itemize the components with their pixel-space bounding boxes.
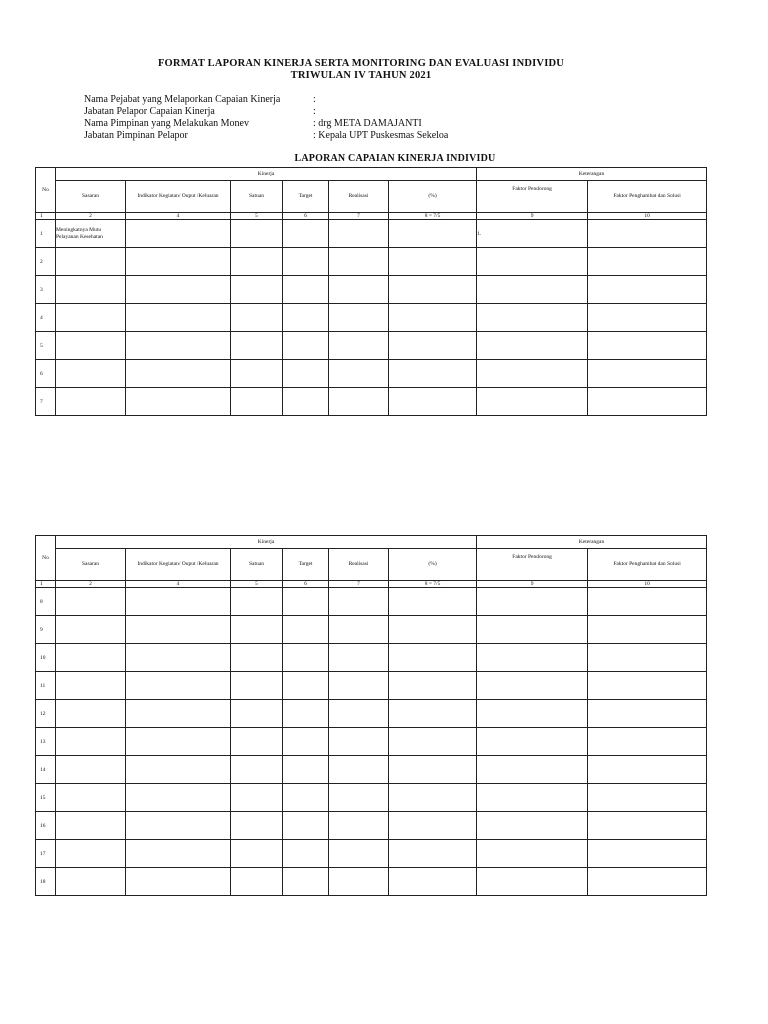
table-cell <box>588 220 707 248</box>
table-cell <box>231 360 283 388</box>
table-cell <box>126 248 231 276</box>
cell-faktor-pendorong <box>477 588 588 616</box>
cell-sasaran <box>56 700 126 728</box>
table-cell <box>329 220 389 248</box>
table-cell <box>231 588 283 616</box>
col-header-sasaran: Sasaran <box>56 181 126 213</box>
table-cell <box>283 840 329 868</box>
table-cell <box>389 220 477 248</box>
cell-faktor-pendorong <box>477 784 588 812</box>
table-cell <box>588 360 707 388</box>
table-cell <box>389 700 477 728</box>
info-label: Jabatan Pimpinan Pelapor <box>84 130 188 141</box>
col-number: 4 <box>126 581 231 588</box>
row-number: 5 <box>36 332 56 360</box>
table-cell <box>588 812 707 840</box>
row-number: 4 <box>36 304 56 332</box>
table-cell <box>231 728 283 756</box>
table-cell <box>283 616 329 644</box>
table-cell <box>389 672 477 700</box>
cell-sasaran <box>56 644 126 672</box>
cell-faktor-pendorong <box>477 644 588 672</box>
info-value: : <box>313 106 316 117</box>
table-cell <box>283 276 329 304</box>
table-cell <box>231 812 283 840</box>
table-cell <box>231 388 283 416</box>
cell-sasaran <box>56 616 126 644</box>
table-cell <box>329 332 389 360</box>
table-cell <box>231 304 283 332</box>
col-number: 9 <box>477 581 588 588</box>
table-cell <box>126 840 231 868</box>
table-cell <box>283 784 329 812</box>
table-cell <box>283 812 329 840</box>
table-cell <box>126 700 231 728</box>
table-cell <box>588 868 707 896</box>
table-cell <box>588 248 707 276</box>
table-cell <box>389 784 477 812</box>
table-cell <box>231 784 283 812</box>
table-row <box>36 276 707 304</box>
table-cell <box>283 588 329 616</box>
table-cell <box>126 588 231 616</box>
table-cell <box>389 644 477 672</box>
cell-sasaran <box>56 868 126 896</box>
info-value: : <box>313 94 316 105</box>
group-header-kinerja: Kinerja <box>56 536 477 549</box>
row-number: 6 <box>36 360 56 388</box>
table-cell <box>329 812 389 840</box>
table-cell <box>588 700 707 728</box>
col-number: 2 <box>56 213 126 220</box>
info-block <box>84 94 544 142</box>
cell-sasaran <box>56 388 126 416</box>
cell-faktor-pendorong <box>477 728 588 756</box>
row-number: 1 <box>36 220 56 248</box>
table-cell <box>329 276 389 304</box>
info-value: : Kepala UPT Puskesmas Sekeloa <box>313 130 449 141</box>
table-cell <box>126 332 231 360</box>
cell-faktor-pendorong <box>477 304 588 332</box>
row-number: 2 <box>36 248 56 276</box>
table-cell <box>126 728 231 756</box>
cell-sasaran <box>56 784 126 812</box>
table-cell <box>231 276 283 304</box>
table-cell <box>329 672 389 700</box>
report-title: FORMAT LAPORAN KINERJA SERTA MONITORING DAN EVALUASI INDIVIDU <box>157 58 565 69</box>
cell-faktor-pendorong <box>477 388 588 416</box>
row-number: 8 <box>36 588 56 616</box>
table-cell <box>329 304 389 332</box>
table-row <box>36 784 707 812</box>
cell-faktor-pendorong <box>477 868 588 896</box>
table-row <box>36 220 707 248</box>
col-number: 7 <box>329 581 389 588</box>
table-cell <box>389 332 477 360</box>
col-header-penghambat: Faktor Penghambat dan Solusi <box>588 181 707 213</box>
table-row <box>36 360 707 388</box>
table-cell <box>283 868 329 896</box>
table-cell <box>231 332 283 360</box>
row-number: 7 <box>36 388 56 416</box>
table-cell <box>588 728 707 756</box>
cell-sasaran <box>56 756 126 784</box>
info-row-pejabat <box>84 94 544 106</box>
table-cell <box>126 304 231 332</box>
table-cell <box>588 756 707 784</box>
table-row <box>36 840 707 868</box>
column-number-row <box>36 213 707 220</box>
table-cell <box>126 868 231 896</box>
table-cell <box>588 644 707 672</box>
col-number: 1 <box>36 213 56 220</box>
row-number: 11 <box>36 672 56 700</box>
table-cell <box>389 276 477 304</box>
table-cell <box>126 784 231 812</box>
col-header-penghambat: Faktor Penghambat dan Solusi <box>588 549 707 581</box>
cell-faktor-pendorong <box>477 672 588 700</box>
table-row <box>36 388 707 416</box>
col-number: 8 = 7/5 <box>389 213 477 220</box>
col-header-satuan: Satuan <box>231 181 283 213</box>
group-header-keterangan: Keterangan <box>477 168 707 181</box>
info-row-jabatan <box>84 106 544 118</box>
col-number: 4 <box>126 213 231 220</box>
table-cell <box>588 332 707 360</box>
col-number: 5 <box>231 581 283 588</box>
table-row <box>36 728 707 756</box>
table-cell <box>283 388 329 416</box>
cell-sasaran: Meningkatnya Mutu Pelayanan Kesehatan <box>56 220 126 248</box>
table-cell <box>389 588 477 616</box>
table-cell <box>329 756 389 784</box>
col-number: 2 <box>56 581 126 588</box>
col-number: 6 <box>283 213 329 220</box>
table-cell <box>588 588 707 616</box>
cell-faktor-pendorong <box>477 248 588 276</box>
row-number: 13 <box>36 728 56 756</box>
table-cell <box>283 248 329 276</box>
row-number: 3 <box>36 276 56 304</box>
cell-sasaran <box>56 332 126 360</box>
row-number: 10 <box>36 644 56 672</box>
col-header-target: Target <box>283 549 329 581</box>
cell-faktor-pendorong <box>477 700 588 728</box>
row-number: 15 <box>36 784 56 812</box>
table-row <box>36 644 707 672</box>
table-cell <box>389 248 477 276</box>
cell-sasaran <box>56 728 126 756</box>
table-cell <box>329 700 389 728</box>
table-cell <box>126 672 231 700</box>
cell-faktor-pendorong <box>477 616 588 644</box>
table-cell <box>389 304 477 332</box>
table-cell <box>231 248 283 276</box>
cell-faktor-pendorong: 1. <box>477 220 588 248</box>
table-cell <box>588 388 707 416</box>
cell-sasaran <box>56 588 126 616</box>
table-cell <box>588 784 707 812</box>
table-row <box>36 756 707 784</box>
table-cell <box>126 220 231 248</box>
col-number: 7 <box>329 213 389 220</box>
col-number: 6 <box>283 581 329 588</box>
cell-faktor-pendorong <box>477 812 588 840</box>
table-row <box>36 304 707 332</box>
col-header-realisasi: Realisasi <box>329 181 389 213</box>
table-cell <box>231 644 283 672</box>
table-cell <box>588 672 707 700</box>
table-row <box>36 868 707 896</box>
table-cell <box>329 388 389 416</box>
table-cell <box>283 672 329 700</box>
table-cell <box>329 644 389 672</box>
table-cell <box>389 616 477 644</box>
table-row <box>36 332 707 360</box>
table-cell <box>389 868 477 896</box>
column-number-row <box>36 581 707 588</box>
col-header-sasaran: Sasaran <box>56 549 126 581</box>
cell-sasaran <box>56 360 126 388</box>
table-cell <box>389 756 477 784</box>
table-cell <box>283 756 329 784</box>
table-cell <box>329 728 389 756</box>
table-cell <box>329 840 389 868</box>
table-cell <box>389 728 477 756</box>
table-row <box>36 616 707 644</box>
cell-sasaran <box>56 304 126 332</box>
cell-sasaran <box>56 672 126 700</box>
row-number: 9 <box>36 616 56 644</box>
table-row <box>36 700 707 728</box>
kinerja-table-2 <box>35 535 707 896</box>
table-cell <box>126 276 231 304</box>
table-row <box>36 672 707 700</box>
table-cell <box>283 220 329 248</box>
table-cell <box>231 756 283 784</box>
table-cell <box>283 700 329 728</box>
kinerja-table-1 <box>35 167 707 416</box>
cell-faktor-pendorong <box>477 756 588 784</box>
table-cell <box>126 388 231 416</box>
col-header-persen: (%) <box>389 549 477 581</box>
cell-sasaran <box>56 812 126 840</box>
col-header-satuan: Satuan <box>231 549 283 581</box>
row-number: 18 <box>36 868 56 896</box>
table-row <box>36 248 707 276</box>
table-cell <box>283 644 329 672</box>
table-cell <box>588 840 707 868</box>
row-number: 16 <box>36 812 56 840</box>
table-cell <box>588 616 707 644</box>
info-row-pimpinan <box>84 118 544 130</box>
col-number: 10 <box>588 213 707 220</box>
table-cell <box>389 388 477 416</box>
col-number: 10 <box>588 581 707 588</box>
table-cell <box>283 728 329 756</box>
info-value: : drg META DAMAJANTI <box>313 118 422 129</box>
table-cell <box>231 616 283 644</box>
row-number: 17 <box>36 840 56 868</box>
table-cell <box>588 304 707 332</box>
table-cell <box>126 756 231 784</box>
info-label: Nama Pejabat yang Melaporkan Capaian Kinerja <box>84 94 281 105</box>
table-cell <box>231 220 283 248</box>
col-header-indikator: Indikator Kegiatan/ Ouput /Keluaran <box>126 181 231 213</box>
info-row-jabatan-pimpinan <box>84 130 544 142</box>
col-number: 1 <box>36 581 56 588</box>
col-header-persen: (%) <box>389 181 477 213</box>
col-number: 8 = 7/5 <box>389 581 477 588</box>
cell-sasaran <box>56 276 126 304</box>
col-header-target: Target <box>283 181 329 213</box>
group-header-kinerja: Kinerja <box>56 168 477 181</box>
report-period: TRIWULAN IV TAHUN 2021 <box>290 70 432 81</box>
table-cell <box>329 588 389 616</box>
cell-faktor-pendorong <box>477 360 588 388</box>
cell-sasaran <box>56 840 126 868</box>
group-header-keterangan: Keterangan <box>477 536 707 549</box>
col-header-indikator: Indikator Kegiatan/ Ouput /Keluaran <box>126 549 231 581</box>
info-label: Nama Pimpinan yang Melakukan Monev <box>84 118 249 129</box>
table-cell <box>126 812 231 840</box>
table-cell <box>126 616 231 644</box>
col-header-pendorong: Faktor Pendorong <box>477 181 588 213</box>
table-cell <box>283 304 329 332</box>
col-number: 5 <box>231 213 283 220</box>
table-row <box>36 588 707 616</box>
cell-faktor-pendorong <box>477 840 588 868</box>
table-cell <box>329 616 389 644</box>
table-cell <box>588 276 707 304</box>
table-cell <box>231 672 283 700</box>
col-number: 9 <box>477 213 588 220</box>
row-number: 12 <box>36 700 56 728</box>
table-cell <box>329 360 389 388</box>
table-cell <box>389 360 477 388</box>
row-number: 14 <box>36 756 56 784</box>
table-cell <box>231 868 283 896</box>
col-header-no: No <box>36 536 56 581</box>
table-cell <box>283 332 329 360</box>
table-cell <box>329 248 389 276</box>
table-title: LAPORAN CAPAIAN KINERJA INDIVIDU <box>294 153 496 164</box>
table-cell <box>126 644 231 672</box>
table-cell <box>329 868 389 896</box>
cell-faktor-pendorong <box>477 332 588 360</box>
table-cell <box>329 784 389 812</box>
col-header-no: No <box>36 168 56 213</box>
table-row <box>36 812 707 840</box>
table-cell <box>126 360 231 388</box>
info-label: Jabatan Pelapor Capaian Kinerja <box>84 106 215 117</box>
table-cell <box>231 840 283 868</box>
table-cell <box>283 360 329 388</box>
table-cell <box>389 840 477 868</box>
table-cell <box>389 812 477 840</box>
col-header-realisasi: Realisasi <box>329 549 389 581</box>
col-header-pendorong: Faktor Pendorong <box>477 549 588 581</box>
table-cell <box>231 700 283 728</box>
cell-faktor-pendorong <box>477 276 588 304</box>
cell-sasaran <box>56 248 126 276</box>
